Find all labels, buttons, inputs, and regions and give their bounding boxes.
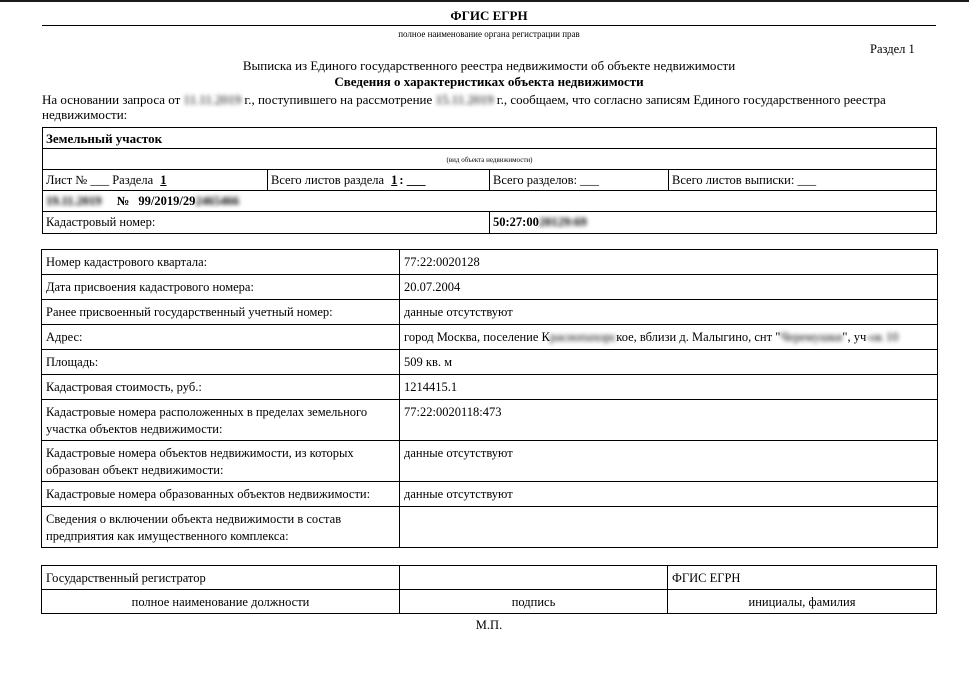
field-label: Площадь: [42,350,400,375]
field-label-line: Сведения о включении объекта недвижимости в состав [46,512,342,526]
field-label [42,400,400,441]
address-part: город Москва, поселение К [404,330,550,344]
signature-table [41,565,937,614]
intro-part: г., поступившего на рассмотрение [241,92,436,107]
cadastral-number [493,215,587,230]
table-row [42,441,938,482]
field-label-line: предприятия как имущественного комплекса: [46,529,289,543]
address-hidden: -ок 10 [866,330,899,344]
intro-text-end: недвижимости: [42,107,128,122]
table-row [42,300,938,325]
col-line [267,170,268,191]
table-row [42,325,938,350]
number-label: № [116,194,130,208]
field-value: 1214415.1 [400,375,938,400]
sheets-in-section-suffix: : ___ [399,173,426,187]
registrar-signature [400,566,668,590]
table-row [42,400,938,441]
review-date: 15.11.2019 [435,92,494,107]
org-underline [42,25,936,26]
extract-number: 99/2019/29 [138,194,196,208]
org-caption: полное наименование органа регистрации прав [398,29,580,39]
details-table [41,249,938,548]
object-type-caption: (вид объекта недвижимости) [446,156,533,164]
col-line [668,170,669,191]
field-label-line: Кадастровые номера расположенных в пределах земельного [46,405,368,419]
intro-part: г., сообщаем, что согласно записям Единого государственного реестра [493,92,886,107]
sheet-number [46,173,175,188]
document-title: Выписка из Единого государственного реестра недвижимости об объекте недвижимости [242,58,736,73]
signature-caption-row [42,590,937,614]
table-row [42,507,938,548]
cadastral-label: Кадастровый номер: [46,215,156,229]
document-subtitle: Сведения о характеристиках объекта недвижимости [334,74,644,89]
sheets-in-section [271,173,425,188]
field-label [42,441,400,482]
sections-total: Всего разделов: ___ [493,173,599,187]
address-part: ", уч [842,330,867,344]
sheet-section-value: 1 [160,173,167,187]
field-value: данные отсутствуют [400,482,938,507]
sheets-in-section-value: 1 [391,173,398,187]
field-label: Ранее присвоенный государственный учетный номер: [42,300,400,325]
field-label: Номер кадастрового квартала: [42,250,400,275]
field-label: Адрес: [42,325,400,350]
field-value [400,507,938,548]
address-hidden: Черемушки [780,330,843,344]
extract-date: 19.11.2019 [46,194,102,208]
field-label: Дата присвоения кадастрового номера: [42,275,400,300]
object-type: Земельный участок [46,131,163,146]
table-row [42,350,938,375]
field-value: данные отсутствуют [400,300,938,325]
registrar-position: Государственный регистратор [42,566,400,590]
extract-id [46,194,239,209]
field-value: данные отсутствуют [400,441,938,482]
field-label-line: образован объект недвижимости: [46,463,224,477]
address-hidden: раснопахорс [549,330,617,344]
field-value [400,325,938,350]
intro-text [42,92,942,108]
registrar-name: ФГИС ЕГРН [668,566,937,590]
extract-number-hidden: 2465466 [195,194,240,208]
org-name: ФГИС ЕГРН [450,8,528,23]
field-label: Кадастровая стоимость, руб.: [42,375,400,400]
top-border [0,0,969,2]
field-value: 509 кв. м [400,350,938,375]
field-value: 77:22:0020128 [400,250,938,275]
cadastral-number-hidden: 20129:69 [538,215,587,229]
field-label: Кадастровые номера образованных объектов недвижимости: [42,482,400,507]
section-label: Раздел 1 [870,42,915,56]
col-line [489,212,490,233]
field-label-line: участка объектов недвижимости: [46,422,223,436]
intro-part: На основании запроса от [42,92,184,107]
field-label [42,507,400,548]
cadastral-number-prefix: 50:27:00 [493,215,539,229]
table-row [42,375,938,400]
table-row [42,275,938,300]
position-caption: полное наименование должности [42,590,400,614]
row-line [43,190,936,191]
table-row [42,250,938,275]
address-part: кое, вблизи д. Малыгино, снт " [616,330,781,344]
table-row [42,482,938,507]
sheet-label: Лист № ___ Раздела [46,173,154,187]
request-date: 11.11.2019 [183,92,242,107]
sheets-total: Всего листов выписки: ___ [672,173,817,187]
signature-caption: подпись [400,590,668,614]
stamp-place: М.П. [475,618,503,632]
col-line [489,170,490,191]
field-label-line: Кадастровые номера объектов недвижимости, из которых [46,446,354,460]
object-type-line [43,148,936,149]
signature-row [42,566,937,590]
name-caption: инициалы, фамилия [668,590,937,614]
field-value: 77:22:0020118:473 [400,400,938,441]
sheets-in-section-label: Всего листов раздела [271,173,385,187]
object-box [42,127,937,234]
field-value: 20.07.2004 [400,275,938,300]
